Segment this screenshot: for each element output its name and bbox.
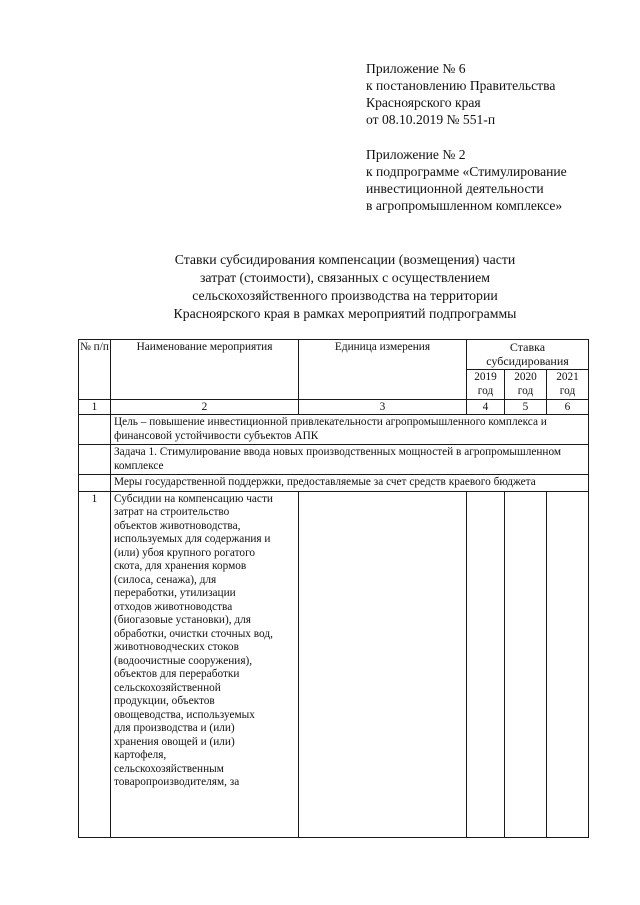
appendix-2-header: [366, 146, 626, 214]
header-year-2020: 2020 год: [505, 370, 547, 400]
col-index: 6: [547, 400, 589, 415]
title-line: Красноярского края в рамках мероприятий подпрограммы: [173, 306, 517, 321]
measure-name-line: объектов животноводства,: [114, 519, 241, 532]
measure-name-line: хранения овощей и (или): [114, 735, 235, 748]
header-rate: Ставка субсидирования: [467, 340, 589, 370]
appendix-6-line: от 08.10.2019 № 551-п: [366, 112, 496, 127]
measure-name-line: для производства и (или): [114, 722, 235, 734]
task-text: Задача 1. Стимулирование ввода новых производственных мощностей в агропромышленном комплексе: [111, 445, 589, 475]
header-year-2021: 2021 год: [547, 370, 589, 400]
appendix-2-line: к подпрограмме «Стимулирование: [366, 164, 567, 179]
col-index: 5: [505, 400, 547, 415]
measure-name-line: товаропроизводителям, за: [114, 776, 240, 788]
measure-name-line: овощеводства, используемых: [114, 708, 255, 721]
header-year-2019: 2019 год: [467, 370, 505, 400]
task-row: [79, 445, 589, 475]
measures-text: Меры государственной поддержки, предоставляемые за счет средств краевого бюджета: [111, 475, 589, 492]
measure-name-line: (биогазовые установки), для: [114, 614, 251, 626]
measures-num-cell: [79, 475, 111, 492]
goal-row: [79, 415, 589, 445]
rate-2019-cell: [467, 491, 505, 837]
measure-name-line: объектов для переработки: [114, 668, 240, 680]
appendix-2-line: в агропромышленном комплексе»: [366, 198, 563, 213]
header-measure-name: Наименование мероприятия: [111, 340, 299, 400]
measure-name-line: (или) убоя крупного рогатого: [114, 546, 256, 559]
measure-name-line: переработки, утилизации: [114, 587, 236, 599]
unit-cell: [299, 491, 467, 837]
appendix-2-line: Приложение № 2: [366, 147, 466, 162]
header-num: № п/п: [79, 340, 111, 400]
document-title: [80, 251, 610, 323]
measure-name-line: животноводческих стоков: [114, 641, 239, 653]
title-line: Ставки субсидирования компенсации (возмещения) части: [174, 252, 516, 267]
measure-name-line: обработки, очистки сточных вод,: [114, 627, 273, 640]
measure-name-line: продукции, объектов: [114, 695, 215, 707]
appendix-6-header: [366, 60, 626, 128]
appendix-6-line: Красноярского края: [366, 95, 481, 110]
appendix-6-line: к постановлению Правительства: [366, 78, 556, 93]
column-index-row: [79, 400, 589, 415]
measure-name-line: Субсидии на компенсацию части: [114, 492, 273, 505]
appendix-6-line: Приложение № 6: [366, 61, 466, 76]
col-index: 2: [111, 400, 299, 415]
table-header-row: [79, 340, 589, 370]
title-line: затрат (стоимости), связанных с осуществлением: [199, 270, 491, 285]
measure-name-line: отходов животноводства: [114, 600, 233, 613]
measure-name-line: используемых для содержания и: [114, 533, 271, 545]
measure-name-line: сельскохозяйственной: [114, 681, 221, 694]
measure-name-line: скота, для хранения кормов: [114, 560, 247, 572]
col-index: 4: [467, 400, 505, 415]
measure-name-line: (водоочистные сооружения),: [114, 654, 253, 667]
rate-2020-cell: [505, 491, 547, 837]
table-row: [79, 491, 589, 837]
appendix-2-line: инвестиционной деятельности: [366, 181, 544, 196]
measure-name-cell: [111, 491, 299, 837]
rate-2021-cell: [547, 491, 589, 837]
col-index: 3: [299, 400, 467, 415]
row-num: 1: [79, 491, 111, 837]
title-line: сельскохозяйственного производства на территории: [192, 288, 498, 303]
measure-name-line: картофеля,: [114, 749, 167, 761]
goal-text: Цель – повышение инвестиционной привлекательности агропромышленного комплекса и финансовой устойчивости субъектов АПК: [111, 415, 589, 445]
col-index: 1: [79, 400, 111, 415]
header-unit: Единица измерения: [299, 340, 467, 400]
subsidy-rates-table: [78, 339, 589, 838]
measures-row: [79, 475, 589, 492]
measure-name-line: (силоса, сенажа), для: [114, 573, 217, 586]
measure-name-line: сельскохозяйственным: [114, 762, 224, 775]
goal-num-cell: [79, 415, 111, 445]
task-num-cell: [79, 445, 111, 475]
measure-name-line: затрат на строительство: [114, 506, 230, 518]
